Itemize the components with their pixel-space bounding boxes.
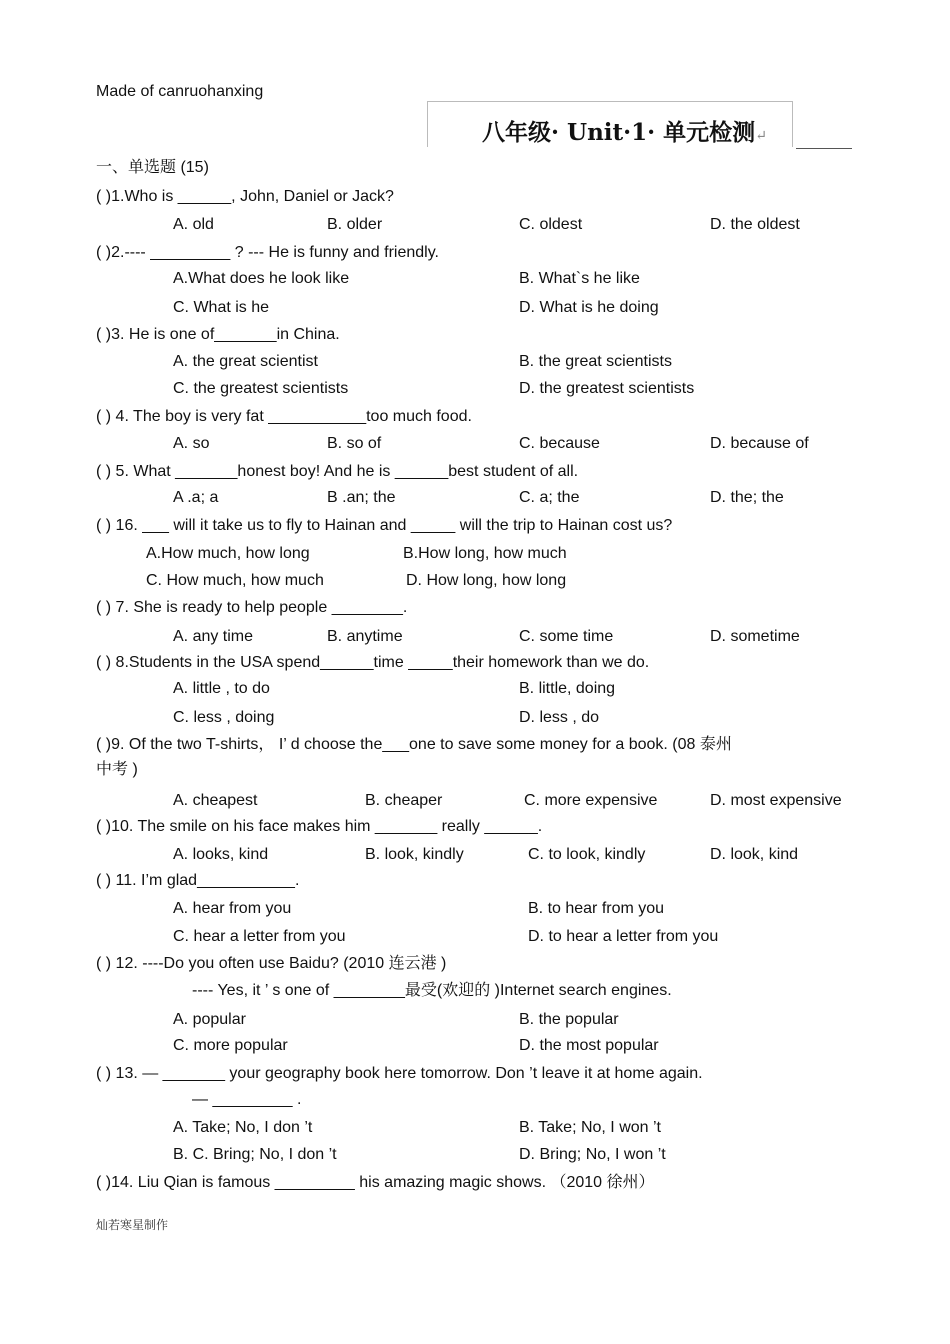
option-b: B. older: [327, 216, 383, 233]
option-b: B. to hear from you: [528, 900, 665, 917]
option-a: A. popular: [173, 1011, 246, 1028]
question-line: ( )2.---- _________ ? --- He is funny and friendly.: [96, 244, 439, 261]
option-a: A. hear from you: [173, 900, 292, 917]
option-a: A .a; a: [173, 489, 219, 506]
option-d: D. less , do: [519, 709, 600, 726]
option-c: C. more expensive: [524, 792, 658, 809]
option-d: D. How long, how long: [406, 572, 567, 589]
option-a: A.How much, how long: [146, 545, 310, 562]
option-a: A. Take; No, I don ’t: [173, 1119, 313, 1136]
option-b: B. little, doing: [519, 680, 616, 697]
option-d: D. look, kind: [710, 846, 799, 863]
option-c: B. C. Bring; No, I don ’t: [173, 1146, 337, 1163]
option-b: B. the great scientists: [519, 353, 672, 370]
option-b: B. so of: [327, 435, 382, 452]
option-d: D. sometime: [710, 628, 800, 645]
option-a: A. so: [173, 435, 210, 452]
option-b: B. anytime: [327, 628, 403, 645]
question-line: ( )9. Of the two T-shirts， I’ d choose the___one to save some money for a book. (08 泰州: [96, 736, 732, 753]
option-d: D. the greatest scientists: [519, 380, 695, 397]
question-line-continued: 中考 ): [96, 761, 138, 778]
title-underline: [796, 148, 852, 149]
question-line: ( ) 4. The boy is very fat ___________too much food.: [96, 408, 472, 425]
question-line-continued: ---- Yes, it ’ s one of ________最受(欢迎的 )Internet search engines.: [192, 982, 672, 999]
question-line: ( ) 12. ----Do you often use Baidu? (2010 连云港 ): [96, 955, 447, 972]
question-line: ( ) 8.Students in the USA spend______time _____their homework than we do.: [96, 654, 650, 671]
option-c: C. What is he: [173, 299, 270, 316]
option-b: B. cheaper: [365, 792, 443, 809]
option-a: A. old: [173, 216, 214, 233]
option-d: D. to hear a letter from you: [528, 928, 719, 945]
option-c: C. more popular: [173, 1037, 288, 1054]
option-c: C. because: [519, 435, 600, 452]
question-line: ( )3. He is one of_______in China.: [96, 326, 340, 343]
option-b: B. the popular: [519, 1011, 619, 1028]
option-c: C. less , doing: [173, 709, 275, 726]
question-line: ( ) 7. She is ready to help people ________.: [96, 599, 408, 616]
option-a: A. cheapest: [173, 792, 258, 809]
question-line: ( )1.Who is ______, John, Daniel or Jack?: [96, 188, 394, 205]
option-d: D. Bring; No, I won ’t: [519, 1146, 666, 1163]
option-a: A. the great scientist: [173, 353, 318, 370]
option-c: C. some time: [519, 628, 614, 645]
option-c: C. How much, how much: [146, 572, 324, 589]
made-of-note: Made of canruohanxing: [96, 83, 264, 100]
option-b: B.How long, how much: [403, 545, 567, 562]
question-line: ( ) 5. What _______honest boy! And he is ______best student of all.: [96, 463, 579, 480]
option-d: D. the; the: [710, 489, 784, 506]
option-b: B .an; the: [327, 489, 396, 506]
option-b: B. look, kindly: [365, 846, 464, 863]
question-line: ( ) 11. I’m glad___________.: [96, 872, 300, 889]
option-d: D. the oldest: [710, 216, 800, 233]
option-a: A. any time: [173, 628, 254, 645]
question-line: ( )14. Liu Qian is famous _________ his amazing magic shows. （2010 徐州）: [96, 1174, 655, 1191]
question-line: ( ) 13. — _______ your geography book here tomorrow. Don ’t leave it at home again.: [96, 1065, 703, 1082]
question-line: ( ) 16. ___ will it take us to fly to Hainan and _____ will the trip to Hainan cost us?: [96, 517, 673, 534]
option-a: A. looks, kind: [173, 846, 269, 863]
option-c: C. the greatest scientists: [173, 380, 349, 397]
question-line-continued: — _________ .: [192, 1091, 302, 1108]
option-d: D. because of: [710, 435, 809, 452]
option-c: C. to look, kindly: [528, 846, 646, 863]
option-d: D. the most popular: [519, 1037, 659, 1054]
option-a: A. little , to do: [173, 680, 270, 697]
option-c: C. hear a letter from you: [173, 928, 346, 945]
option-c: C. oldest: [519, 216, 583, 233]
page-footer: 灿若寒星制作: [96, 1218, 169, 1232]
section-heading: 一、单选题 (15): [96, 159, 209, 176]
option-b: B. What`s he like: [519, 270, 640, 287]
option-d: D. most expensive: [710, 792, 842, 809]
question-line: ( )10. The smile on his face makes him _______ really ______.: [96, 818, 543, 835]
option-a: A.What does he look like: [173, 270, 350, 287]
option-d: D. What is he doing: [519, 299, 659, 316]
return-mark-icon: ↵: [755, 128, 767, 144]
title-box: [427, 101, 793, 147]
option-b: B. Take; No, I won ’t: [519, 1119, 661, 1136]
option-c: C. a; the: [519, 489, 580, 506]
page-title: 八年级· Unit·1· 单元检测↵: [482, 119, 767, 146]
